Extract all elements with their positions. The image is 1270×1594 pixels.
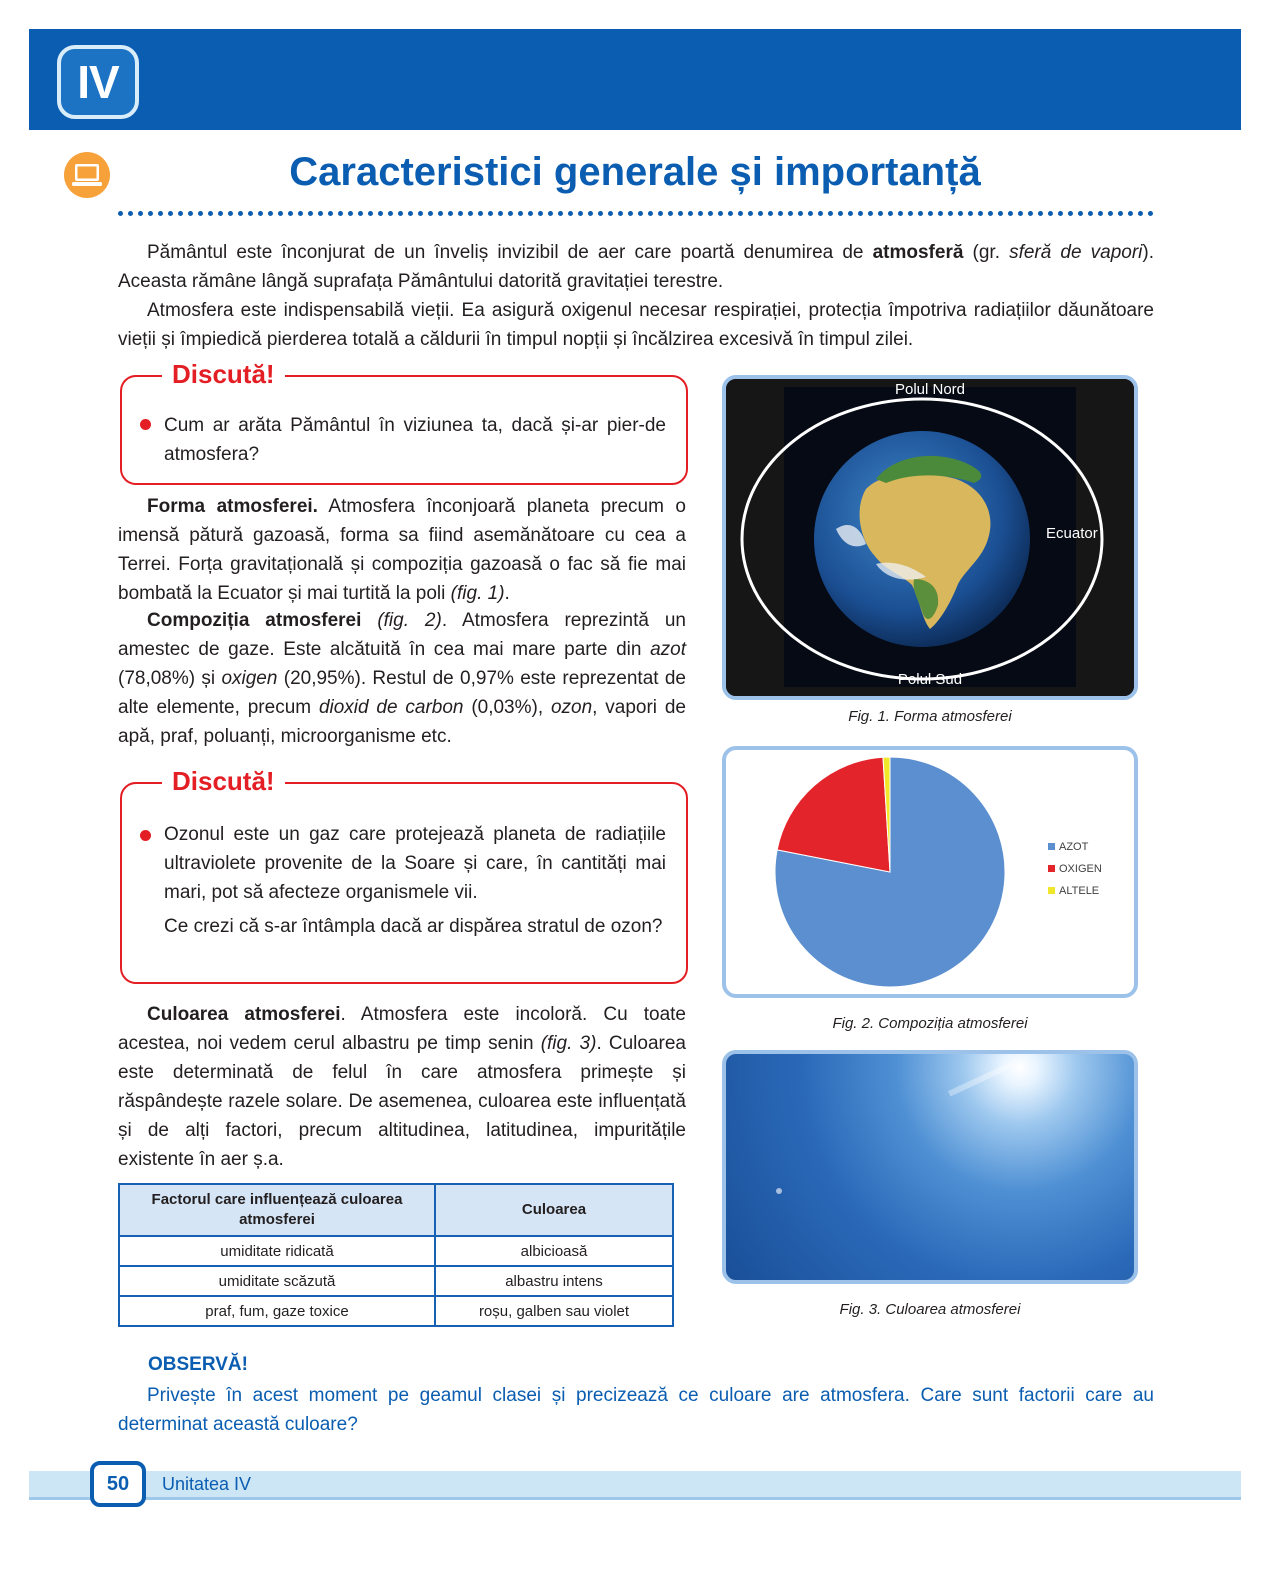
legend-label: OXIGEN: [1059, 863, 1102, 875]
compozitia-paragraph: Compoziția atmosferei (fig. 2). Atmosfera reprezintă un amestec de gaze. Este alcătuită în cea mai mare parte din azot (78,08%) și oxigen (20,95%). Restul de 0,97% este reprezentat de alte elemente, precum dioxid de carbon (0,03%), ozon, vapori de apă, praf, poluanți, microorganisme etc.: [118, 610, 687, 747]
lens-flare: [776, 1188, 782, 1194]
discuss-question: Cum ar arăta Pământul în viziunea ta, dacă și-ar pier-de atmosfera?: [164, 415, 666, 465]
discuss-question: Ce crezi că s-ar întâmpla dacă ar dispărea stratul de ozon?: [164, 916, 663, 937]
table-cell: umiditate scăzută: [119, 1266, 435, 1296]
table-header-row: [119, 1184, 673, 1236]
color-factors-table: [118, 1183, 674, 1327]
title-divider: [118, 211, 1154, 216]
table-header-cell: Factorul care influențează culoarea atmosferei: [119, 1184, 435, 1236]
table-cell: praf, fum, gaze toxice: [119, 1296, 435, 1326]
figure-3-sky-photo: [722, 1050, 1138, 1284]
discuss-title: Discută!: [162, 764, 285, 798]
label-south-pole: Polul Sud: [897, 671, 963, 688]
figure-2-caption: Fig. 2. Compoziția atmosferei: [832, 1015, 1028, 1032]
page-number: 50: [90, 1461, 146, 1507]
figure-2-frame: [722, 746, 1138, 998]
computer-icon: [63, 151, 111, 199]
discuss-statement: Ozonul este un gaz care protejează planeta de radiațiile ultraviolete provenite de la Soare și care, în cantități mai mari, pot să afecteze organismele vii.: [164, 824, 666, 903]
table-cell: albicioasă: [435, 1236, 673, 1266]
label-north-pole: Polul Nord: [894, 381, 966, 398]
footer-line: [29, 1497, 1241, 1500]
table-cell: roșu, galben sau violet: [435, 1296, 673, 1326]
discuss-box-1: [120, 359, 688, 485]
bullet-icon: [140, 830, 151, 841]
table-cell: umiditate ridicată: [119, 1236, 435, 1266]
discuss-box-2: [120, 766, 688, 984]
table-row: [119, 1236, 673, 1266]
legend-label: AZOT: [1059, 841, 1089, 853]
discuss-title: Discută!: [162, 357, 285, 391]
header-band: [29, 29, 1241, 130]
bullet-icon: [140, 419, 151, 430]
intro-paragraph-1: Pământul este înconjurat de un înveliș invizibil de aer care poartă denumirea de atmosferă (gr. sferă de vapori). Aceasta rămâne lângă suprafața Pământului datorită gravitației terestre.: [118, 242, 1155, 292]
footer-unit-label: Unitatea IV: [162, 1474, 252, 1494]
figure-1-frame: [722, 375, 1138, 700]
page-title: Caracteristici generale și importanță: [289, 150, 981, 194]
unit-badge: IV: [57, 45, 139, 119]
label-equator: Ecuator: [1046, 525, 1098, 542]
sun-flare: [948, 1061, 1014, 1096]
culoarea-paragraph: Culoarea atmosferei. Atmosfera este incoloră. Cu toate acestea, noi vedem cerul albastru pe timp senin (fig. 3). Culoarea este determinată de felul în care atmosfera primește și răspândește razele solare. De asemenea, culoarea este influențată și de alți factori, precum altitudinea, latitudinea, impuritățile existente în aer ș.a.: [118, 1004, 686, 1170]
table-row: [119, 1296, 673, 1326]
table-row: [119, 1266, 673, 1296]
figure-1-caption: Fig. 1. Forma atmosferei: [848, 708, 1012, 725]
forma-paragraph: Forma atmosferei. Atmosfera înconjoară planeta precum o imensă pătură gazoasă, forma sa fiind asemănătoare cu cea a Terrei. Forța gravitațională și compoziția gazoasă o fac să fie mai bombată la Ecuator și mai turtită la poli (fig. 1).: [118, 496, 686, 604]
table-cell: albastru intens: [435, 1266, 673, 1296]
figure-3-caption: Fig. 3. Culoarea atmosferei: [839, 1301, 1021, 1318]
legend-swatch: [1048, 843, 1055, 850]
observe-title: OBSERVĂ!: [148, 1354, 248, 1375]
intro-paragraph-2: Atmosfera este indispensabilă vieții. Ea asigură oxigenul necesar respirației, protecția împotriva radiațiilor dăunătoare vieții și împiedică pierderea totală a căldurii în timpul nopții și încălzirea excesivă în timpul zilei.: [118, 300, 1154, 350]
observe-text: Privește în acest moment pe geamul clasei și precizează ce culoare are atmosfera. Care sunt factorii care au determinat această culoare?: [118, 1385, 1154, 1435]
legend-swatch: [1048, 887, 1055, 894]
table-header-cell: Culoarea: [435, 1184, 673, 1236]
legend-swatch: [1048, 865, 1055, 872]
legend-label: ALTELE: [1059, 885, 1100, 897]
composition-pie-chart: [726, 750, 1134, 994]
